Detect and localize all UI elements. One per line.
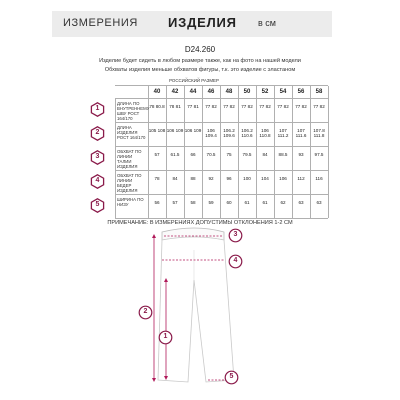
table-cell: 96 (226, 176, 232, 181)
diagram-label-4: 4 (228, 254, 243, 269)
table-cell: 66 (190, 152, 196, 157)
table-cell: 97.5 (314, 152, 324, 157)
table-cell: 62 (280, 200, 286, 205)
table-hline (115, 218, 328, 219)
diagram-label-1: 1 (158, 330, 173, 345)
table-cell: 105 108 (148, 128, 166, 133)
table-hline (115, 98, 328, 99)
size-header: 48 (225, 89, 233, 95)
row-number: 5 (95, 201, 100, 208)
row-label: ДЛИНА ПО ВНУТРЕННЕМУ ШВУ РОСТ 164/170 (117, 101, 150, 121)
table-cell: 106 109 (166, 128, 184, 133)
row-label: ОБХВАТ ПО ЛИНИИ ТАЛИИ ИЗДЕЛИЯ (117, 149, 142, 169)
table-cell: 116 (315, 176, 323, 181)
table-cell: 58 (190, 200, 196, 205)
row-number: 2 (95, 129, 100, 136)
table-cell: 112 (297, 176, 305, 181)
title-unit: в см (258, 18, 276, 28)
size-header: 50 (243, 89, 251, 95)
size-header: 52 (261, 89, 269, 95)
row-label: ДЛИНА ИЗДЕЛИЯ РОСТ 164/170 (117, 125, 146, 140)
table-cell: 107.8 111.8 (313, 128, 325, 139)
row-label: ШИРИНА ПО НИЗУ (117, 197, 144, 207)
row-number-badge (90, 150, 105, 165)
table-cell: 107 111.2 (277, 128, 289, 139)
table-cell: 77 81 (187, 104, 199, 109)
row-number-badge (90, 102, 105, 117)
row-number-badge (90, 198, 105, 213)
table-cell: 106 109.4 (205, 128, 217, 139)
table-cell: 104 (261, 176, 269, 181)
row-number-badge (90, 174, 105, 189)
table-vline (328, 86, 329, 218)
pants-outline (140, 220, 260, 395)
table-cell: 106.2 110.6 (241, 128, 253, 139)
table-hline (115, 170, 328, 171)
table-cell: 78 (154, 176, 160, 181)
table-cell: 59 (208, 200, 214, 205)
size-header: 54 (279, 89, 287, 95)
row-number: 4 (95, 177, 100, 184)
diagram-label-5: 5 (224, 370, 239, 385)
table-cell: 88 (190, 176, 196, 181)
table-cell: 93 (298, 152, 304, 157)
table-cell: 77 82 (313, 104, 325, 109)
table-hline (115, 122, 328, 123)
table-cell: 78 80.8 (149, 104, 165, 109)
table-cell: 63 (316, 200, 322, 205)
table-cell: 107 111.6 (295, 128, 307, 139)
table-cell: 77 82 (295, 104, 307, 109)
size-header: 58 (315, 89, 323, 95)
table-cell: 106 (279, 176, 287, 181)
row-number: 3 (95, 153, 100, 160)
size-header: 56 (297, 89, 305, 95)
table-cell: 60 (226, 200, 232, 205)
row-number: 1 (95, 105, 100, 112)
size-header: 40 (153, 89, 161, 95)
table-hline (115, 85, 328, 86)
table-hline (115, 146, 328, 147)
table-cell: 70.5 (206, 152, 216, 157)
table-cell: 57 (172, 200, 178, 205)
article-number: D24.260 (184, 45, 216, 54)
size-header: 42 (171, 89, 179, 95)
table-cell: 61.5 (170, 152, 180, 157)
table-cell: 79.5 (242, 152, 252, 157)
table-cell: 92 (208, 176, 214, 181)
row-label: ОБХВАТ ПО ЛИНИИ БЕДЕР ИЗДЕЛИЯ (117, 173, 142, 193)
table-cell: 77 82 (241, 104, 253, 109)
table-cell: 77 82 (205, 104, 217, 109)
table-cell: 106 109 (184, 128, 202, 133)
table-cell: 88.5 (278, 152, 288, 157)
title-measurements: ИЗМЕРЕНИЯ (63, 17, 138, 29)
table-hline (115, 194, 328, 195)
table-cell: 77 82 (223, 104, 235, 109)
table-cell: 63 (298, 200, 304, 205)
deviation-note: ПРИМЕЧАНИЕ: В ИЗМЕРЕНИЯХ ДОПУСТИМЫ ОТКЛОНЕНИЯ 1-2 СМ (107, 220, 293, 226)
size-system-label: РОССИЙСКИЙ РАЗМЕР (169, 78, 219, 83)
pants-diagram (140, 220, 260, 395)
table-cell: 61 (244, 200, 250, 205)
table-cell: 106 110.8 (259, 128, 271, 139)
table-cell: 106.2 109.6 (223, 128, 235, 139)
table-cell: 57 (154, 152, 160, 157)
row-number-badge (90, 126, 105, 141)
table-vline (115, 98, 116, 218)
table-cell: 84 (262, 152, 268, 157)
fit-note: Изделие будет сидеть в любом размере также, как на фото на нашей модели (99, 58, 301, 64)
diagram-label-3: 3 (228, 228, 243, 243)
table-cell: 77 82 (277, 104, 289, 109)
table-cell: 78 81 (169, 104, 181, 109)
table-cell: 100 (243, 176, 251, 181)
table-cell: 56 (154, 200, 160, 205)
table-cell: 77 82 (259, 104, 271, 109)
table-cell: 84 (172, 176, 178, 181)
size-header: 46 (207, 89, 215, 95)
size-header: 44 (189, 89, 197, 95)
table-cell: 75 (226, 152, 232, 157)
table-cell: 61 (262, 200, 268, 205)
elastane-note: Обхваты изделия меньше обхватов фигуры, т.к. это изделие с эластаном (104, 67, 296, 73)
diagram-label-2: 2 (138, 305, 153, 320)
title-item: ИЗДЕЛИЯ (168, 15, 237, 30)
